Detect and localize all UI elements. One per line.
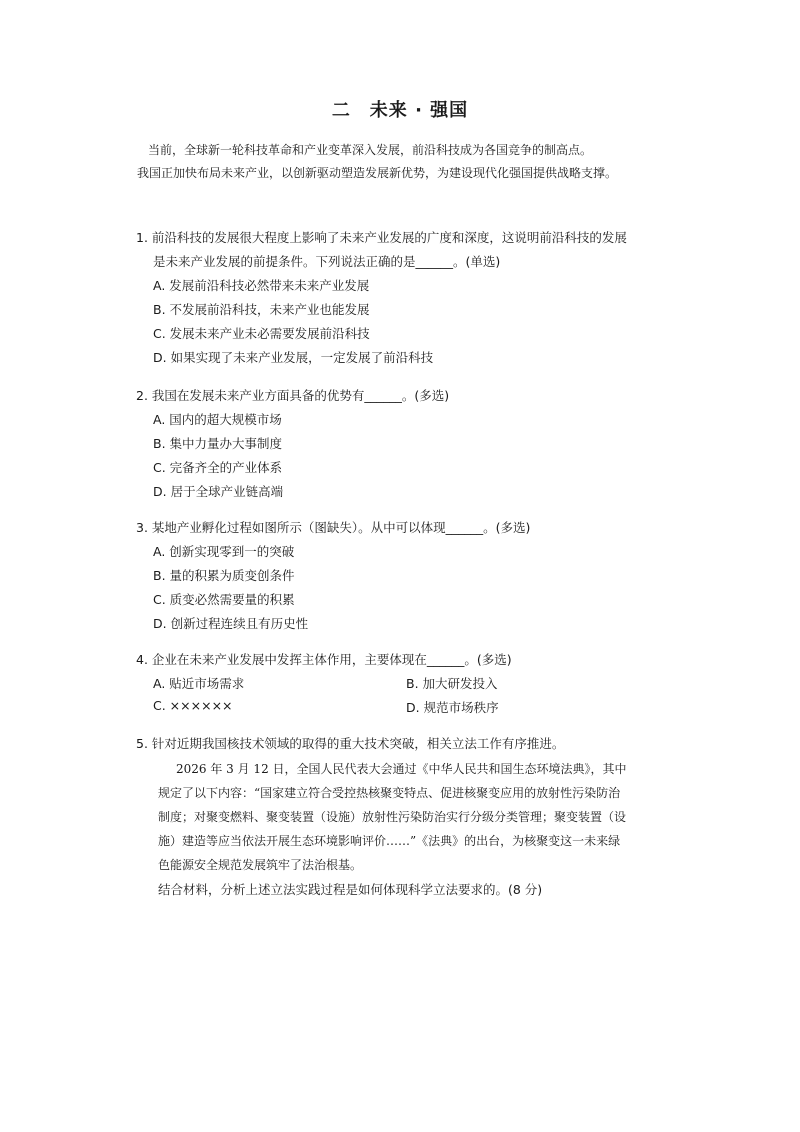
question-5-material-line-3: 制度；对聚变燃料、聚变装置（设施）放射性污染防治实行分级分类管理；聚变装置（设 [158, 810, 627, 824]
question-5-material-line-1: 2026 年 3 月 12 日，全国人民代表大会通过《中华人民共和国生态环境法典》，其中 [176, 762, 627, 776]
question-3-option-a: A. 创新实现零到一的突破 [153, 544, 295, 559]
question-2-option-c: C. 完备齐全的产业体系 [153, 460, 283, 475]
question-1-line-1: 1. 前沿科技的发展很大程度上影响了未来产业发展的广度和深度，这说明前沿科技的发展 [136, 230, 627, 245]
question-1-option-a: A. 发展前沿科技必然带来未来产业发展 [153, 278, 370, 293]
question-2-option-d: D. 居于全球产业链高端 [153, 484, 284, 499]
question-5-material-line-2: 规定了以下内容：“国家建立符合受控热核聚变特点、促进核聚变应用的放射性污染防治 [158, 786, 621, 800]
question-3-option-c: C. 质变必然需要量的积累 [153, 592, 295, 607]
section-title: 二 未来 · 强国 [331, 100, 469, 121]
question-5-prompt: 结合材料，分析上述立法实践过程是如何体现科学立法要求的。(8 分) [158, 882, 543, 897]
question-3-option-b: B. 量的积累为质变创条件 [153, 568, 295, 583]
question-1-option-d: D. 如果实现了未来产业发展，一定发展了前沿科技 [153, 350, 434, 365]
question-3-option-d: D. 创新过程连续且有历史性 [153, 616, 309, 631]
question-4-option-d: D. 规范市场秩序 [406, 700, 499, 715]
question-5-material-line-4: 施）建造等应当依法开展生态环境影响评价……”《法典》的出台，为核聚变这一未来绿 [158, 834, 621, 848]
question-2-line-1: 2. 我国在发展未来产业方面具备的优势有______。(多选) [136, 388, 450, 403]
question-4-option-c: C. ×××××× [153, 698, 233, 713]
question-2-option-b: B. 集中力量办大事制度 [153, 436, 283, 451]
question-4-line-1: 4. 企业在未来产业发展中发挥主体作用，主要体现在______。(多选) [136, 652, 512, 667]
question-5-line-1: 5. 针对近期我国核技术领域的取得的重大技术突破，相关立法工作有序推进。 [136, 736, 565, 751]
question-2-option-a: A. 国内的超大规模市场 [153, 412, 282, 427]
question-4-option-a: A. 贴近市场需求 [153, 676, 245, 691]
intro-line-1: 当前，全球新一轮科技革命和产业变革深入发展，前沿科技成为各国竞争的制高点。 [148, 143, 593, 157]
question-1-option-c: C. 发展未来产业未必需要发展前沿科技 [153, 326, 370, 341]
intro-line-2: 我国正加快布局未来产业，以创新驱动塑造发展新优势，为建设现代化强国提供战略支撑。 [137, 166, 618, 180]
question-5-material-line-5: 色能源安全规范发展筑牢了法治根基。 [158, 858, 363, 872]
question-1-option-b: B. 不发展前沿科技，未来产业也能发展 [153, 302, 370, 317]
question-1-line-2: 是未来产业发展的前提条件。下列说法正确的是______。(单选) [153, 254, 501, 269]
question-4-option-b: B. 加大研发投入 [406, 676, 498, 691]
question-3-line-1: 3. 某地产业孵化过程如图所示（图缺失）。从中可以体现______。(多选) [136, 520, 531, 535]
